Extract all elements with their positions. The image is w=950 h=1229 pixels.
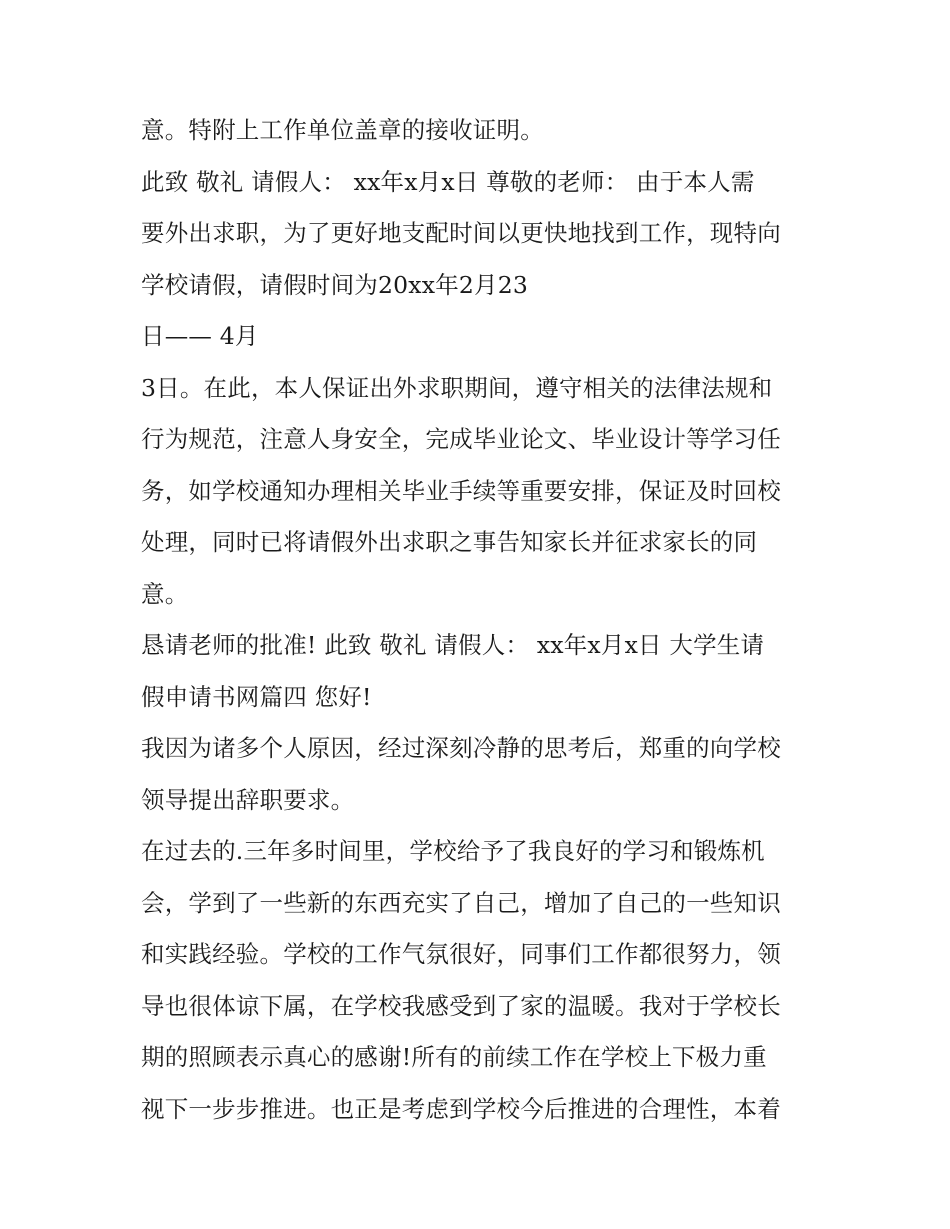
text-line: 务，如学校通知办理相关毕业手续等重要安排，保证及时回校 xyxy=(141,476,781,505)
text-line: 假申请书网篇四 您好! xyxy=(141,682,372,711)
text-line: 在过去的.三年多时间里，学校给予了我良好的学习和锻炼机 xyxy=(141,837,765,865)
text-line: 会，学到了一些新的东西充实了自己，增加了自己的一些知识 xyxy=(141,888,781,917)
text-line: 恳请老师的批准! 此致 敬礼 请假人： xx年x月x日 大学生请 xyxy=(141,631,765,659)
text-line: 行为规范，注意人身安全，完成毕业论文、毕业设计等学习任 xyxy=(141,425,781,453)
text-line: 意。 xyxy=(141,579,189,608)
text-line: 视下一步步推进。也正是考虑到学校今后推进的合理性，本着 xyxy=(141,1094,781,1123)
text-line: 意。特附上工作单位盖章的接收证明。 xyxy=(141,116,544,144)
document-body xyxy=(141,105,821,1135)
text-line: 领导提出辞职要求。 xyxy=(141,785,355,814)
text-line: 我因为诸多个人原因，经过深刻冷静的思考后，郑重的向学校 xyxy=(141,734,781,762)
text-line: 要外出求职，为了更好地支配时间以更快地找到工作，现特向 xyxy=(141,219,781,247)
text-line: 期的照顾表示真心的感谢!所有的前续工作在学校上下极力重 xyxy=(141,1043,767,1071)
text-line: 日—— 4月 xyxy=(141,322,259,350)
text-line: 3日。在此，本人保证出外求职期间，遵守相关的法律法规和 xyxy=(141,373,773,402)
text-line: 此致 敬礼 请假人： xx年x月x日 尊敬的老师： 由于本人需 xyxy=(141,167,755,196)
text-line: 学校请假，请假时间为20xx年2月23 xyxy=(141,270,529,299)
text-line: 导也很体谅下属，在学校我感受到了家的温暖。我对于学校长 xyxy=(141,991,781,1020)
text-line: 和实践经验。学校的工作气氛很好，同事们工作都很努力，领 xyxy=(141,940,781,968)
text-line: 处理，同时已将请假外出求职之事告知家长并征求家长的同 xyxy=(141,528,758,556)
